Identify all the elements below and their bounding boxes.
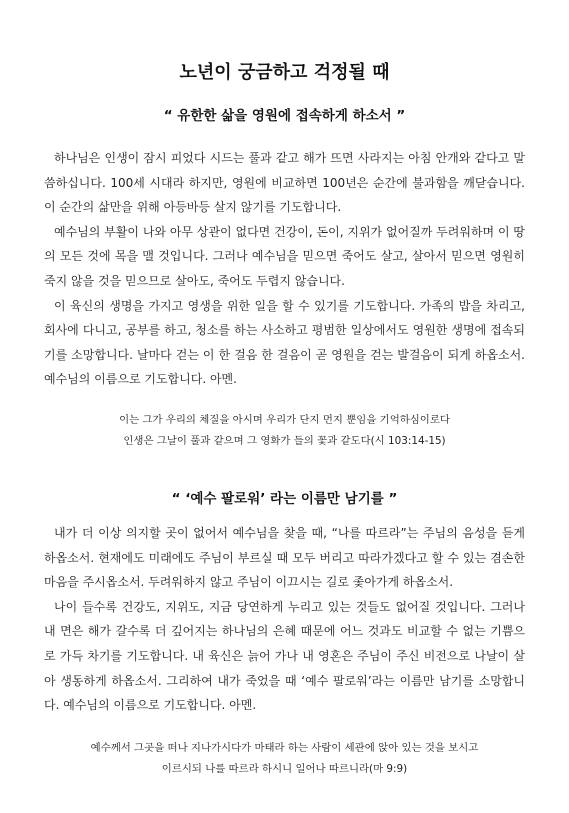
section-1-quote-line-2: 인생은 그날이 풀과 같으며 그 영화가 들의 꽃과 같도다(시 103:14-15) bbox=[123, 435, 446, 447]
section-1-paragraph-2: 예수님의 부활이 나와 아무 상관이 없다면 건강이, 돈이, 지위가 없어질까 두려워하며 이 땅의 모든 것에 목을 맬 것입니다. 그러나 예수님을 믿으면 죽어도 살고, 살아서 믿으면 영원히 죽지 않을 것을 믿으므로 살아도, 죽어도 두렵지 않습니다. bbox=[44, 224, 525, 288]
section-1-heading: “ 유한한 삶을 영원에 접속하게 하소서 ” bbox=[163, 108, 406, 124]
section-2-paragraph-2: 나이 들수록 건강도, 지위도, 지금 당연하게 누리고 있는 것들도 없어질 것입니다. 그러나 내 면은 해가 갈수록 더 깊어지는 하나님의 은혜 때문에 어느 것과도 비교할 수 없는 기쁨으로 가득 차기를 기도합니다. 내 육신은 늙어 가나 내 영혼은 주님이 주신 비전으로 나날이 살아 생동하게 하옵소서. 그리하여 내가 죽었을 때 ‘예수 팔로워’라는 이름만 남기를 소망합니다. 예수님의 이름으로 기도합니다. 아멘. bbox=[44, 599, 525, 713]
section-1-quote bbox=[0, 410, 569, 452]
section-1-body bbox=[44, 146, 525, 392]
section-2-quote-line-2: 이르시되 나를 따르라 하시니 일어나 따르니라(마 9:9) bbox=[161, 763, 408, 775]
section-1-quote-line-1: 이는 그가 우리의 체질을 아시며 우리가 단지 먼지 뿐임을 기억하심이로다 bbox=[119, 414, 450, 426]
section-2-quote bbox=[0, 738, 569, 780]
section-1-paragraph-1: 하나님은 인생이 잠시 피었다 시드는 풀과 같고 해가 뜨면 사라지는 아침 안개와 같다고 말씀하십니다. 100세 시대라 하지만, 영원에 비교하면 100년은 순간에 불과함을 깨닫습니다. 이 순간의 삶만을 위해 아등바등 살지 않기를 기도합니다. bbox=[44, 151, 525, 215]
section-2-quote-line-1: 예수께서 그곳을 떠나 지나가시다가 마태라 하는 사람이 세관에 앉아 있는 것을 보시고 bbox=[90, 742, 479, 754]
section-2-paragraph-1: 내가 더 이상 의지할 곳이 없어서 예수님을 찾을 때, “나를 따르라”는 주님의 음성을 듣게 하옵소서. 현재에도 미래에도 주님이 부르실 때 모두 버리고 따라가겠다고 할 수 있는 겸손한 마음을 주시옵소서. 두려워하지 않고 주님이 이끄시는 길로 좇아가게 하옵소서. bbox=[44, 526, 525, 590]
section-2-heading: “ ‘예수 팔로워’ 라는 이름만 남기를 ” bbox=[171, 491, 398, 507]
page-title: 노년이 궁금하고 걱정될 때 bbox=[179, 62, 390, 83]
section-1-paragraph-3: 이 육신의 생명을 가지고 영생을 위한 일을 할 수 있기를 기도합니다. 가족의 밥을 차리고, 회사에 다니고, 공부를 하고, 청소를 하는 사소하고 평범한 일상에서도 영원한 생명에 접속되기를 소망합니다. 날마다 걷는 이 한 걸음 한 걸음이 곧 영원을 걷는 발걸음이 되게 하옵소서. 예수님의 이름으로 기도합니다. 아멘. bbox=[44, 298, 525, 387]
section-2-body bbox=[44, 521, 525, 718]
